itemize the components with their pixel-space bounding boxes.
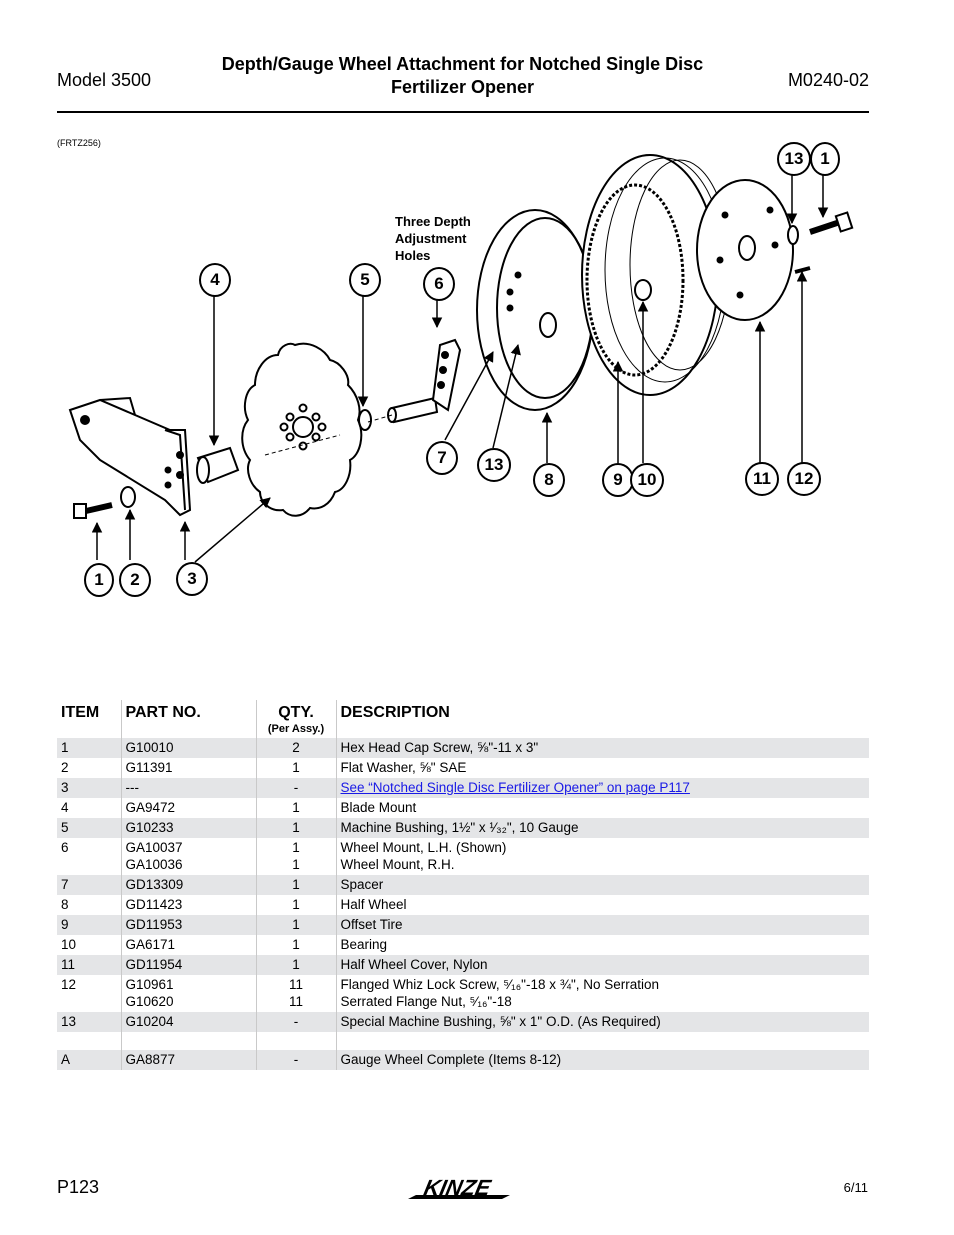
part-cell: GA8877 bbox=[121, 1050, 256, 1070]
desc-cell: Special Machine Bushing, ⅝" x 1" O.D. (As Required) bbox=[336, 1012, 869, 1032]
table-header-row bbox=[57, 700, 869, 738]
callout-12: 12 bbox=[787, 462, 821, 496]
part-cell: GD13309 bbox=[121, 875, 256, 895]
callout-5: 5 bbox=[349, 263, 381, 297]
note-line3: Holes bbox=[395, 248, 431, 263]
cap-screw-bottom bbox=[74, 504, 112, 518]
page-title bbox=[190, 53, 735, 99]
desc-cell: Offset Tire bbox=[336, 915, 869, 935]
half-wheel-cover bbox=[697, 180, 793, 320]
callout-7: 7 bbox=[426, 441, 458, 475]
part-cell: G10204 bbox=[121, 1012, 256, 1032]
callout-6: 6 bbox=[423, 267, 455, 301]
item-cell: 8 bbox=[61, 897, 69, 912]
table-row bbox=[57, 895, 869, 915]
part-line: GA10037 bbox=[125, 840, 183, 855]
table-row bbox=[57, 778, 869, 798]
header-divider bbox=[57, 111, 869, 113]
table-row bbox=[57, 955, 869, 975]
qty-cell: 1 bbox=[256, 798, 336, 818]
desc-cell: Flat Washer, ⅝" SAE bbox=[336, 758, 869, 778]
table-row bbox=[57, 935, 869, 955]
col-qty bbox=[256, 700, 336, 738]
table-row bbox=[57, 915, 869, 935]
qty-cell: 1 bbox=[256, 758, 336, 778]
desc-cell bbox=[336, 838, 869, 875]
desc-cell: Bearing bbox=[336, 935, 869, 955]
col-qty-sub: (Per Assy.) bbox=[267, 723, 325, 735]
item-cell: 4 bbox=[61, 800, 69, 815]
note-line2: Adjustment bbox=[395, 231, 467, 246]
qty-cell: - bbox=[256, 1050, 336, 1070]
item-cell: 9 bbox=[57, 915, 121, 935]
exploded-parts-diagram bbox=[40, 130, 870, 620]
bushing-top bbox=[788, 226, 798, 244]
col-qty-label: QTY. bbox=[278, 704, 314, 721]
item-cell: 12 bbox=[61, 977, 77, 992]
qty-cell: 1 bbox=[256, 818, 336, 838]
parts-table bbox=[57, 700, 869, 1070]
notched-disc-blade bbox=[242, 344, 361, 516]
desc-line: Wheel Mount, R.H. bbox=[340, 857, 455, 872]
callout-13-mid: 13 bbox=[477, 448, 511, 482]
desc-line: Serrated Flange Nut, ⁵⁄₁₆"-18 bbox=[340, 994, 512, 1009]
qty-cell: 1 bbox=[256, 895, 336, 915]
part-cell: GA9472 bbox=[121, 798, 256, 818]
table-row bbox=[57, 758, 869, 778]
revision-date: 6/11 bbox=[843, 1180, 868, 1195]
desc-cell: Hex Head Cap Screw, ⅝"-11 x 3" bbox=[336, 738, 869, 758]
doc-number: M0240-02 bbox=[787, 70, 869, 90]
desc-cell: Half Wheel bbox=[336, 895, 869, 915]
part-cell: G11391 bbox=[121, 758, 256, 778]
part-cell: G10010 bbox=[121, 738, 256, 758]
callout-1-top: 1 bbox=[810, 142, 840, 176]
callout-1-bottom: 1 bbox=[84, 563, 114, 597]
table-row bbox=[57, 818, 869, 838]
item-cell: 11 bbox=[57, 955, 121, 975]
hub-stud bbox=[197, 448, 238, 483]
qty-cell bbox=[256, 838, 336, 875]
part-line: G10961 bbox=[125, 977, 174, 992]
callout-11: 11 bbox=[745, 462, 779, 496]
page-title-line2: Fertilizer Opener bbox=[390, 77, 535, 97]
qty-line: 1 bbox=[292, 840, 300, 855]
desc-cell: Spacer bbox=[336, 875, 869, 895]
desc-cell bbox=[336, 975, 869, 1012]
flat-washer bbox=[121, 487, 135, 507]
part-cell: GD11953 bbox=[121, 915, 256, 935]
qty-cell: 1 bbox=[256, 915, 336, 935]
desc-cell: Blade Mount bbox=[336, 798, 869, 818]
page-title-line1: Depth/Gauge Wheel Attachment for Notched Single Disc bbox=[221, 54, 704, 74]
figure-id: (FRTZ256) bbox=[57, 138, 101, 148]
qty-cell: 1 bbox=[256, 955, 336, 975]
qty-cell: - bbox=[256, 778, 336, 798]
wheel-mount bbox=[388, 340, 460, 422]
page-reference-link[interactable]: See “Notched Single Disc Fertilizer Opener” on page P117 bbox=[340, 780, 690, 795]
item-cell: A bbox=[57, 1050, 121, 1070]
callout-8: 8 bbox=[533, 463, 565, 497]
table-row bbox=[57, 838, 869, 875]
model-label: Model 3500 bbox=[57, 70, 152, 90]
item-cell: 13 bbox=[57, 1012, 121, 1032]
callout-3: 3 bbox=[176, 562, 208, 596]
col-description: DESCRIPTION bbox=[336, 700, 869, 738]
cap-screw-top bbox=[810, 213, 852, 232]
adjustment-holes-note bbox=[395, 213, 505, 264]
desc-line: Wheel Mount, L.H. (Shown) bbox=[340, 840, 507, 855]
desc-line: Flanged Whiz Lock Screw, ⁵⁄₁₆"-18 x ¾", No Serration bbox=[340, 977, 660, 992]
part-cell: GA6171 bbox=[121, 935, 256, 955]
qty-cell: 1 bbox=[256, 875, 336, 895]
item-cell: 1 bbox=[57, 738, 121, 758]
callout-2: 2 bbox=[119, 563, 151, 597]
table-row bbox=[57, 798, 869, 818]
part-cell: GD11954 bbox=[121, 955, 256, 975]
qty-cell: 2 bbox=[256, 738, 336, 758]
qty-line: 11 bbox=[288, 977, 303, 992]
part-cell: G10233 bbox=[121, 818, 256, 838]
desc-cell: Gauge Wheel Complete (Items 8-12) bbox=[336, 1050, 869, 1070]
callout-4: 4 bbox=[199, 263, 231, 297]
qty-cell: - bbox=[256, 1012, 336, 1032]
item-cell: 10 bbox=[61, 937, 77, 952]
part-line: GA10036 bbox=[125, 857, 183, 872]
qty-line: 11 bbox=[288, 994, 303, 1009]
part-cell: GD11423 bbox=[121, 895, 256, 915]
qty-cell: 1 bbox=[256, 935, 336, 955]
table-row bbox=[57, 975, 869, 1012]
item-cell: 2 bbox=[61, 760, 69, 775]
item-cell: 6 bbox=[61, 840, 69, 855]
desc-cell bbox=[336, 778, 869, 798]
machine-bushing bbox=[359, 410, 371, 430]
table-row bbox=[57, 1012, 869, 1032]
note-line1: Three Depth bbox=[395, 214, 471, 229]
table-spacer-row bbox=[57, 1032, 869, 1050]
qty-cell bbox=[256, 975, 336, 1012]
callout-9: 9 bbox=[602, 463, 634, 497]
item-cell: 7 bbox=[57, 875, 121, 895]
callout-10: 10 bbox=[630, 463, 664, 497]
desc-cell: Half Wheel Cover, Nylon bbox=[336, 955, 869, 975]
col-item: ITEM bbox=[61, 704, 100, 721]
part-cell bbox=[121, 975, 256, 1012]
desc-cell: Machine Bushing, 1½" x ¹⁄₃₂", 10 Gauge bbox=[336, 818, 869, 838]
part-cell bbox=[121, 838, 256, 875]
kinze-logo bbox=[402, 1175, 522, 1205]
logo-text: KINZE bbox=[421, 1175, 493, 1200]
part-cell: --- bbox=[121, 778, 256, 798]
col-part: PART NO. bbox=[121, 700, 256, 738]
part-line: G10620 bbox=[125, 994, 174, 1009]
table-row bbox=[57, 1050, 869, 1070]
item-cell: 3 bbox=[57, 778, 121, 798]
qty-line: 1 bbox=[292, 857, 300, 872]
flange-nut bbox=[795, 268, 810, 272]
table-row bbox=[57, 875, 869, 895]
table-row bbox=[57, 738, 869, 758]
page-number: P123 bbox=[57, 1177, 100, 1197]
callout-13-top: 13 bbox=[777, 142, 811, 176]
item-cell: 5 bbox=[57, 818, 121, 838]
